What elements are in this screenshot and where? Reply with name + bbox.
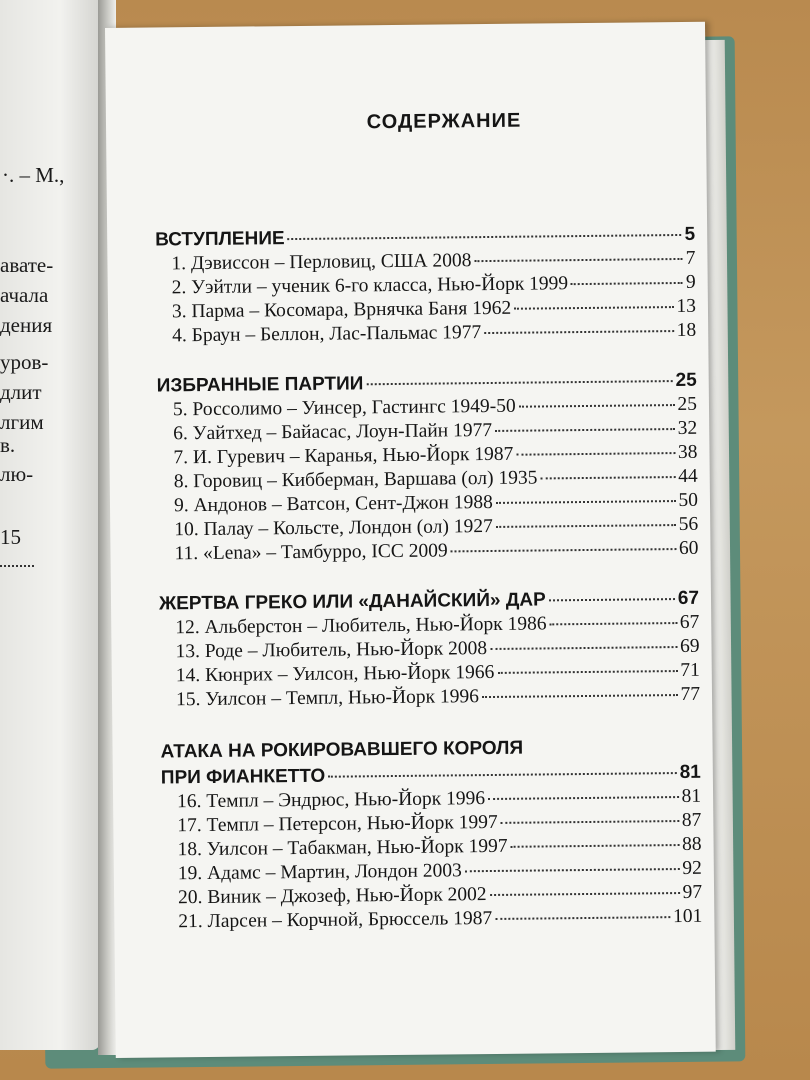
dot-leader <box>465 868 680 872</box>
toc-entry-label: 4. Браун – Беллон, Лас-Пальмас 1977 <box>172 322 482 347</box>
dot-leader <box>288 234 682 240</box>
right-page <box>105 22 716 1058</box>
page-number: 67 <box>679 611 700 634</box>
dot-leader <box>497 670 677 674</box>
page-number: 5 <box>684 223 696 245</box>
dot-leader <box>366 380 672 385</box>
dot-leader <box>519 404 675 408</box>
page-number: 32 <box>677 417 698 440</box>
left-fragment: уров- <box>0 350 49 374</box>
left-page-divider <box>0 565 34 567</box>
section-heading-line: АТАКА НА РОКИРОВАВШЕГО КОРОЛЯ <box>160 737 524 763</box>
toc-entry-label: 19. Адамс – Мартин, Лондон 2003 <box>177 860 462 885</box>
toc-section <box>159 587 700 713</box>
toc-entry-label: 11. «Lena» – Тамбурро, ICC 2009 <box>174 540 448 565</box>
toc-entry <box>162 905 702 935</box>
page-number: 67 <box>677 587 700 610</box>
toc-entry <box>156 319 696 349</box>
dot-leader <box>474 258 682 262</box>
left-fragment: авате- <box>0 253 54 277</box>
page-number: 81 <box>679 761 701 784</box>
left-fragment: лю- <box>0 462 34 486</box>
toc-section <box>157 369 699 567</box>
page-number: 97 <box>682 881 703 903</box>
toc-entry-label: 15. Уилсон – Темпл, Нью-Йорк 1996 <box>175 686 480 711</box>
left-fragment: ·. – М., <box>2 163 65 187</box>
left-page <box>0 0 100 1050</box>
page-number: 7 <box>685 247 696 269</box>
dot-leader <box>451 548 676 552</box>
toc-entry-label: 8. Горовиц – Кибберман, Варшава (ол) 1935 <box>173 467 538 493</box>
page-number: 81 <box>681 785 702 808</box>
toc-entry <box>160 683 700 713</box>
section-heading-label: ПРИ ФИАНКЕТТО <box>160 765 326 789</box>
dot-leader <box>549 598 675 601</box>
dot-leader <box>490 646 677 650</box>
dot-leader <box>496 524 676 528</box>
page-number: 69 <box>679 635 700 658</box>
toc-entry-label: 2. Уэйтли – ученик 6-го класса, Нью-Йорк 1999 <box>171 273 569 299</box>
toc-entry <box>158 537 698 567</box>
dot-leader <box>495 428 675 432</box>
dot-leader <box>490 892 680 896</box>
toc-entry-label: 1. Дэвиссон – Перловиц, США 2008 <box>171 250 472 275</box>
section-heading-label: ЖЕРТВА ГРЕКО ИЛИ «ДАНАЙСКИЙ» ДАР <box>158 589 546 615</box>
toc-entry-label: 13. Роде – Любитель, Нью-Йорк 2008 <box>175 638 488 663</box>
toc-title: СОДЕРЖАНИЕ <box>366 109 522 134</box>
toc-entry-label: 9. Андонов – Ватсон, Сент-Джон 1988 <box>173 491 493 517</box>
toc-entry-label: 3. Парма – Косомара, Врнячка Баня 1962 <box>171 297 512 323</box>
dot-leader <box>511 844 680 848</box>
left-fragment: ачала <box>0 283 49 307</box>
page-number: 92 <box>682 857 702 879</box>
left-fragment: в. <box>0 433 16 457</box>
page-number: 44 <box>678 465 698 488</box>
dot-leader <box>514 306 673 310</box>
toc-entry-label: 21. Ларсен – Корчной, Брюссель 1987 <box>178 907 493 933</box>
page-number: 13 <box>676 295 697 318</box>
dot-leader <box>495 916 670 920</box>
page-number: 77 <box>680 683 701 706</box>
table-of-contents <box>154 108 703 961</box>
page-number: 60 <box>678 537 699 560</box>
page-number: 9 <box>685 271 696 293</box>
page-number: 101 <box>672 905 703 928</box>
dot-leader <box>488 796 678 800</box>
toc-entry-label: 18. Уилсон – Табакман, Нью-Йорк 1997 <box>177 835 508 861</box>
toc-entry-label: 6. Уайтхед – Байасас, Лоун-Пайн 1977 <box>173 419 493 445</box>
page-number: 50 <box>678 489 699 512</box>
page-number: 25 <box>675 369 697 392</box>
left-fragment: длит <box>0 380 42 404</box>
page-number: 71 <box>680 659 700 682</box>
dot-leader <box>501 820 679 824</box>
section-heading-label: ИЗБРАННЫЕ ПАРТИИ <box>156 373 364 397</box>
toc-section <box>155 223 696 349</box>
page-number: 87 <box>681 809 702 832</box>
page-number: 38 <box>677 441 698 464</box>
dot-leader <box>482 694 678 698</box>
toc-entry-label: 7. И. Гуревич – Каранья, Нью-Йорк 1987 <box>173 443 514 469</box>
toc-entry-label: 17. Темпл – Петерсон, Нью-Йорк 1997 <box>177 811 498 837</box>
dot-leader <box>516 452 675 456</box>
dot-leader <box>571 282 683 285</box>
dot-leader <box>550 622 677 625</box>
toc-section <box>160 733 702 935</box>
toc-entry-label: 16. Темпл – Эндрюс, Нью-Йорк 1996 <box>176 788 486 813</box>
toc-entry-label: 14. Кюнрих – Уилсон, Нью-Йорк 1966 <box>175 661 495 687</box>
toc-entry-label: 12. Альберстон – Любитель, Нью-Йорк 1986 <box>175 613 547 639</box>
toc-entry-label: 5. Россолимо – Уинсер, Гастингс 1949-50 <box>172 395 516 421</box>
page-number: 56 <box>678 513 699 536</box>
left-fragment: дения <box>0 313 53 337</box>
page-number: 18 <box>676 319 697 342</box>
section-heading-label: ВСТУПЛЕНИЕ <box>155 228 285 251</box>
page-number: 88 <box>681 833 702 856</box>
dot-leader <box>540 476 675 479</box>
page-number: 25 <box>677 393 698 416</box>
dot-leader <box>484 330 673 334</box>
dot-leader <box>328 772 676 778</box>
left-fragment: лгим <box>0 410 44 434</box>
toc-entry-label: 20. Виник – Джозеф, Нью-Йорк 2002 <box>178 884 487 909</box>
dot-leader <box>496 500 676 504</box>
left-fragment: 15 <box>0 525 21 549</box>
toc-entry-label: 10. Палау – Кольсте, Лондон (ол) 1927 <box>174 515 493 541</box>
